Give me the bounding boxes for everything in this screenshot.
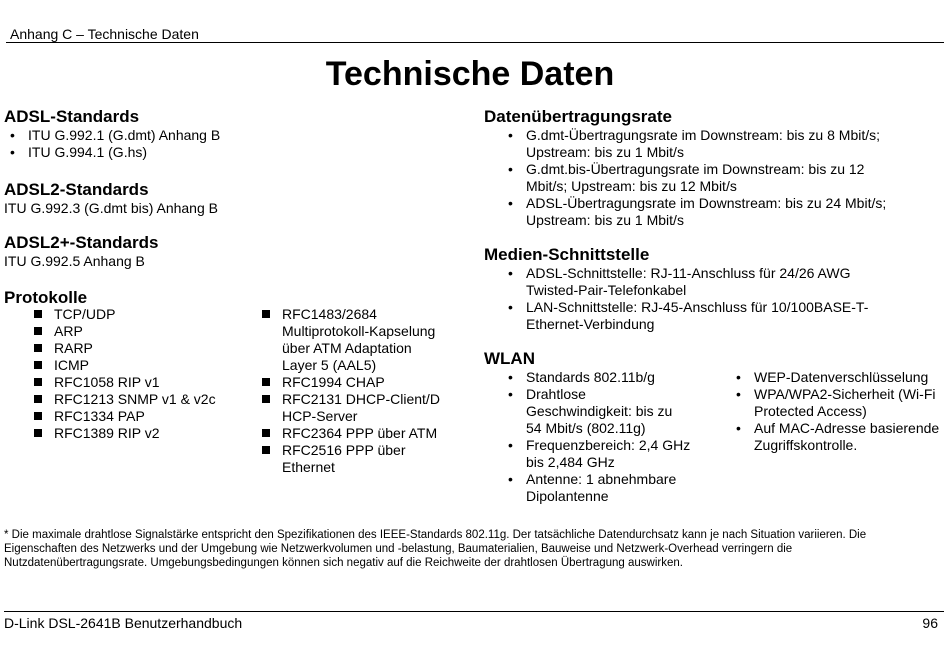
list-item: RFC1389 RIP v2 [32,425,252,442]
adsl2plus-heading: ADSL2+-Standards [4,233,159,252]
adsl-heading: ADSL-Standards [4,107,140,126]
list-item: RFC1213 SNMP v1 & v2c [32,391,252,408]
list-item: ARP [32,323,252,340]
page-title: Technische Daten [325,55,615,93]
page-number: 96 [922,615,938,631]
adsl2-heading: ADSL2-Standards [4,180,149,199]
list-item: • ITU G.994.1 (G.hs) [6,144,254,161]
list-item: RFC1334 PAP [32,408,252,425]
protokolle-list-2 [260,306,450,476]
protokolle-heading: Protokolle [4,288,88,307]
list-item: TCP/UDP [32,306,252,323]
medien-list [504,265,874,333]
medien-section [484,245,904,333]
list-item: • ADSL-Übertragungsrate im Downstream: bis zu 24 Mbit/s; Upstream: bis zu 1 Mbit/s [504,195,904,229]
list-item: • Antenne: 1 abnehmbare Dipolantenne [504,471,696,505]
list-item: • ITU G.992.1 (G.dmt) Anhang B [6,127,254,144]
medien-heading: Medien-Schnittstelle [484,245,650,264]
protokolle-list-1 [32,306,252,442]
datenrate-heading: Datenübertragungsrate [484,107,672,126]
footnote: * Die maximale drahtlose Signalstärke entspricht den Spezifikationen des IEEE-Standards 802.11g. Der tatsächliche Datendurchsatz kann je nach Situation variieren. Die Eigenschaften des Netzwerks und der Umgebung wie Netzwerkvolumen und -belastung, Baumaterialien, Bauweise und Netzwerk-Overhead verringern die Nutzdatenübertragungsrate. Umgebungsbedingungen können sich negativ auf die Reichweite der drahtlosen Übertragung auswirken. [4,529,867,569]
list-item: RARP [32,340,252,357]
adsl-list [6,127,254,161]
list-item: • ADSL-Schnittstelle: RJ-11-Anschluss für 24/26 AWG Twisted-Pair-Telefonkabel [504,265,874,299]
list-item: • G.dmt-Übertragungsrate im Downstream: bis zu 8 Mbit/s; Upstream: bis zu 1 Mbit/s [504,127,904,161]
header-divider [6,42,944,43]
list-item: RFC1994 CHAP [260,374,450,391]
list-item: RFC2131 DHCP-Client/DHCP-Server [260,391,450,425]
list-item: RFC2364 PPP über ATM [260,425,450,442]
list-item: • Drahtlose Geschwindigkeit: bis zu 54 Mbit/s (802.11g) [504,386,686,437]
list-item: • WEP-Datenverschlüsselung [732,369,944,386]
list-item: RFC1058 RIP v1 [32,374,252,391]
wlan-list-1 [504,369,704,505]
page-header: Anhang C – Technische Daten [10,26,199,42]
wlan-list-2 [732,369,944,454]
list-item: RFC2516 PPP über Ethernet [260,442,422,476]
list-item: RFC1483/2684 Multiprotokoll-Kapselung über ATM Adaptation Layer 5 (AAL5) [260,306,450,374]
list-item: • G.dmt.bis-Übertragungsrate im Downstream: bis zu 12 Mbit/s; Upstream: bis zu 12 Mbit/s [504,161,904,195]
list-item: • Standards 802.11b/g [504,369,704,386]
adsl2plus-section [4,233,304,270]
adsl2-section [4,180,304,217]
list-item: • Frequenzbereich: 2,4 GHz bis 2,484 GHz [504,437,706,471]
datenrate-section [484,107,904,229]
list-item: • WPA/WPA2-Sicherheit (Wi-Fi Protected Access) [732,386,944,420]
wlan-heading-wrap [484,349,535,369]
footer-divider [4,611,944,612]
list-item: ICMP [32,357,252,374]
footer-manual-title: D-Link DSL-2641B Benutzerhandbuch [4,615,243,631]
protokolle-heading-wrap [4,288,87,308]
datenrate-list [504,127,904,229]
adsl-section [4,107,254,161]
list-item: • Auf MAC-Adresse basierende Zugriffskontrolle. [732,420,944,454]
wlan-heading: WLAN [484,349,535,368]
adsl2-text: ITU G.992.3 (G.dmt bis) Anhang B [4,200,218,216]
list-item: • LAN-Schnittstelle: RJ-45-Anschluss für 10/100BASE-T-Ethernet-Verbindung [504,299,874,333]
adsl2plus-text: ITU G.992.5 Anhang B [4,253,145,269]
